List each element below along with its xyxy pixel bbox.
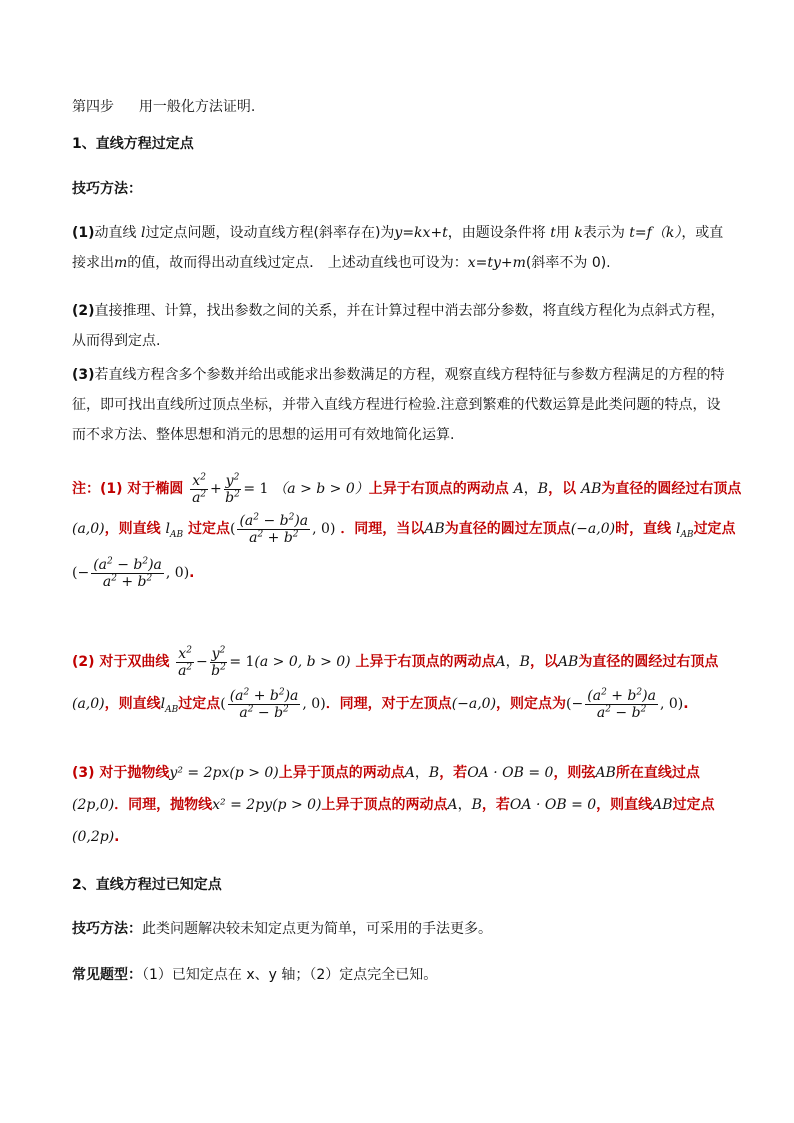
paragraph-2-marker: (2) <box>72 303 95 319</box>
t-function: t=f（k） <box>629 225 682 241</box>
line-l-sub-2: AB <box>680 529 694 540</box>
note2-text-f: 过定点 <box>178 696 221 712</box>
note3-text-i: ，则直线 <box>596 797 653 813</box>
note2-text-d: 为直径的圆经过右顶点 <box>578 654 719 670</box>
point-B-h: B <box>519 654 530 670</box>
note3-text-g: 上异于顶点的两动点 <box>321 797 448 813</box>
paragraph-2 <box>72 300 725 352</box>
comma-p: ， <box>414 765 429 781</box>
segment-AB-h: AB <box>557 654 579 670</box>
note-3-parabola <box>72 757 722 853</box>
step-label: 第四步 <box>72 99 114 115</box>
note2-text-a: (2) 对于双曲线 <box>72 654 170 670</box>
segment-AB: AB <box>580 481 602 497</box>
note1-text-i: 时，直线 <box>615 521 672 537</box>
note1-condition: （a > b > 0） <box>273 481 369 497</box>
p1-text-b: 过定点问题，设动直线方程(斜率存在)为 <box>145 225 395 241</box>
line-l-sub: AB <box>170 529 184 540</box>
section-2-types-text: （1）已知定点在 x、y 轴；（2）定点完全已知。 <box>142 967 438 983</box>
line-l-sub-h: AB <box>165 704 179 715</box>
line-equation: y=kx+t <box>394 225 448 241</box>
fixed-point-02p: (0,2p) <box>72 829 115 845</box>
point-A: A <box>513 481 524 497</box>
note3-text-a: (3) 对于抛物线 <box>72 765 170 781</box>
p1-text-c: ，由题设条件将 <box>447 225 546 241</box>
frac-y2-b2-h: $\frac{y^2}{b^2}$ <box>211 644 226 679</box>
paragraph-3 <box>72 364 725 446</box>
note2-text-e: ，则直线 <box>104 696 161 712</box>
note2-text-h: ，则定点为 <box>496 696 567 712</box>
frac-x2-a2-h: $\frac{x^2}{a^2}$ <box>178 644 193 679</box>
note1-text-d: 为直径的圆经过右顶点 <box>601 481 742 497</box>
section-1-heading: 1、直线方程过定点 <box>72 136 194 152</box>
note3-text-h: ，若 <box>481 797 510 813</box>
note3-text-b: 上异于顶点的两动点 <box>278 765 405 781</box>
segment-AB-p: AB <box>595 765 616 781</box>
var-l: l <box>141 225 146 241</box>
note2-end: . <box>683 696 689 712</box>
note2-text-b: 上异于右顶点的两动点 <box>355 654 496 670</box>
var-k: k <box>574 225 583 241</box>
frac-fixed-point: $\frac{(a^2 - b^2)a}{a^2 + b^2}$ <box>239 511 309 546</box>
segment-AB-p2: AB <box>652 797 673 813</box>
section-2-method-text: 此类问题解决较未知定点更为简单，可采用的手法更多。 <box>142 921 492 937</box>
comma-h: ， <box>505 654 520 670</box>
parabola-equation: y² = 2px(p > 0) <box>169 765 279 781</box>
note3-text-e: 所在直线过点 <box>615 765 700 781</box>
frac-y2-b2: $\frac{y^2}{b^2}$ <box>225 471 240 506</box>
right-vertex: (a,0) <box>72 521 105 537</box>
note3-text-j: 过定点 <box>672 797 715 813</box>
p3-line-3: 而不求方法、整体思想和消元的思想的运用可有效地简化运算. <box>72 427 455 443</box>
left-vertex: (−a,0) <box>570 521 616 537</box>
comma: ， <box>523 481 538 497</box>
alt-line-equation: x=ty+m <box>467 255 526 271</box>
line-l-h: l <box>160 696 166 712</box>
section-2-types <box>72 964 722 986</box>
comma-p2: ， <box>457 797 472 813</box>
step-line <box>72 96 722 118</box>
var-m: m <box>114 255 128 271</box>
var-t: t <box>550 225 556 241</box>
section-2-method <box>72 918 722 940</box>
p2-line-2: 从而得到定点. <box>72 333 161 349</box>
note2-text-g: ．同理，对于左顶点 <box>325 696 452 712</box>
note2-condition: (a > 0, b > 0) <box>254 654 351 670</box>
note1-end: . <box>189 565 195 581</box>
note1-text-a: 注：(1) 对于椭圆 <box>72 481 184 497</box>
dot-product: OA · OB = 0 <box>467 765 554 781</box>
left-vertex-h: (−a,0) <box>451 696 497 712</box>
dot-product-2: OA · OB = 0 <box>509 797 597 813</box>
frac-fixed-point-neg: $\frac{(a^2 - b^2)a}{a^2 + b^2}$ <box>93 555 162 590</box>
note1-text-j: 过定点 <box>693 521 736 537</box>
p3-line-2: 征，即可找出直线所过顶点坐标，并带入直线方程进行检验.注意到繁难的代数运算是此类问题的特点，设 <box>72 397 721 413</box>
p1-text-h: 的值，故而得出动直线过定点． 上述动直线也可设为： <box>127 255 468 271</box>
p1-text-g: 接求出 <box>72 255 114 271</box>
note1-text-f: 过定点 <box>188 521 230 537</box>
paragraph-1 <box>72 222 722 274</box>
section-2-types-label: 常见题型： <box>72 967 142 983</box>
note3-text-d: ，则弦 <box>553 765 596 781</box>
p1-text-d: 用 <box>555 225 570 241</box>
paragraph-1-marker: (1) <box>72 225 95 241</box>
note1-text-h: 为直径的圆过左顶点 <box>444 521 571 537</box>
p1-text-i: (斜率不为 0). <box>525 255 611 271</box>
point-A-p2: A <box>447 797 458 813</box>
note3-text-f: ．同理，抛物线 <box>114 797 213 813</box>
note1-text-c: ，以 <box>548 481 577 497</box>
frac-fixed-point-h: $\frac{(a^2 + b^2)a}{a^2 - b^2}$ <box>229 686 299 721</box>
p1-text-e: 表示为 <box>582 225 625 241</box>
note3-text-c: ，若 <box>439 765 468 781</box>
p3-line-1: 若直线方程含多个参数并给出或能求出参数满足的方程，观察直线方程特征与参数方程满足的方程的特 <box>94 367 725 383</box>
point-A-h: A <box>495 654 506 670</box>
note1-text-e: ，则直线 <box>104 521 161 537</box>
parabola-equation-2: x² = 2py(p > 0) <box>212 797 322 813</box>
section-1-method-label: 技巧方法： <box>72 181 142 197</box>
section-2-method-label: 技巧方法： <box>72 921 142 937</box>
segment-AB-2: AB <box>424 521 445 537</box>
step-text: 用一般化方法证明. <box>138 99 256 115</box>
note-2-hyperbola: (2) 对于双曲线 $\frac{x^2}{a^2}$ − $\frac{y^2}{b^2}$ = 1(a > 0, b > 0) 上异于右顶点的两动点A，B，以AB为直径的圆经过右顶点 (a,0)，则直线$l_{AB}$过定点( $\frac{(a^2 + b^2)a}{a^2 - b^2}$ , 0)．同理，对于左顶点(−a,0)，则定点为(− $\frac{(a^2 + b^2)a}{a^2 - b^2}$ , 0). <box>72 644 719 721</box>
p1-text-f: ，或直 <box>681 225 724 241</box>
section-2-heading: 2、直线方程过已知定点 <box>72 877 222 893</box>
frac-x2-a2: $\frac{x^2}{a^2}$ <box>192 471 207 506</box>
point-B: B <box>537 481 549 497</box>
point-A-p: A <box>404 765 415 781</box>
p1-text-a: 动直线 <box>94 225 137 241</box>
right-vertex-h: (a,0) <box>72 696 105 712</box>
line-l: l <box>165 521 170 537</box>
note2-text-c: ，以 <box>529 654 558 670</box>
paragraph-3-marker: (3) <box>72 367 95 383</box>
frac-fixed-point-h-neg: $\frac{(a^2 + b^2)a}{a^2 - b^2}$ <box>587 686 656 721</box>
p2-line-1: 直接推理、计算，找出参数之间的关系，并在计算过程中消去部分参数，将直线方程化为点斜式方程， <box>94 303 725 319</box>
point-B-p2: B <box>471 797 482 813</box>
note1-text-b: 上异于右顶点的两动点 <box>368 481 509 497</box>
note-1-ellipse: 注：(1) 对于椭圆 $\frac{x^2}{a^2}$ + $\frac{y^2}{b^2}$ = 1 （a > b > 0）上异于右顶点的两动点 A，B，以 AB为直径的圆经过右顶点 (a,0)，则直线 $l_{AB}$ 过定点( $\frac{(a^2 - b^2)a}{a^2 + b^2}$ , 0) ．同理，当以AB为直径的圆过左顶点(−a,0)时，直线 $l_{AB}$过定点 (− $\frac{(a^2 - b^2)a}{a^2 + b^2}$ , 0). <box>72 471 742 590</box>
note1-text-g: ．同理，当以 <box>340 521 425 537</box>
point-B-p: B <box>428 765 440 781</box>
fixed-point-2p0: (2p,0) <box>72 797 115 813</box>
note3-end: . <box>114 829 120 845</box>
line-l-2: l <box>675 521 681 537</box>
